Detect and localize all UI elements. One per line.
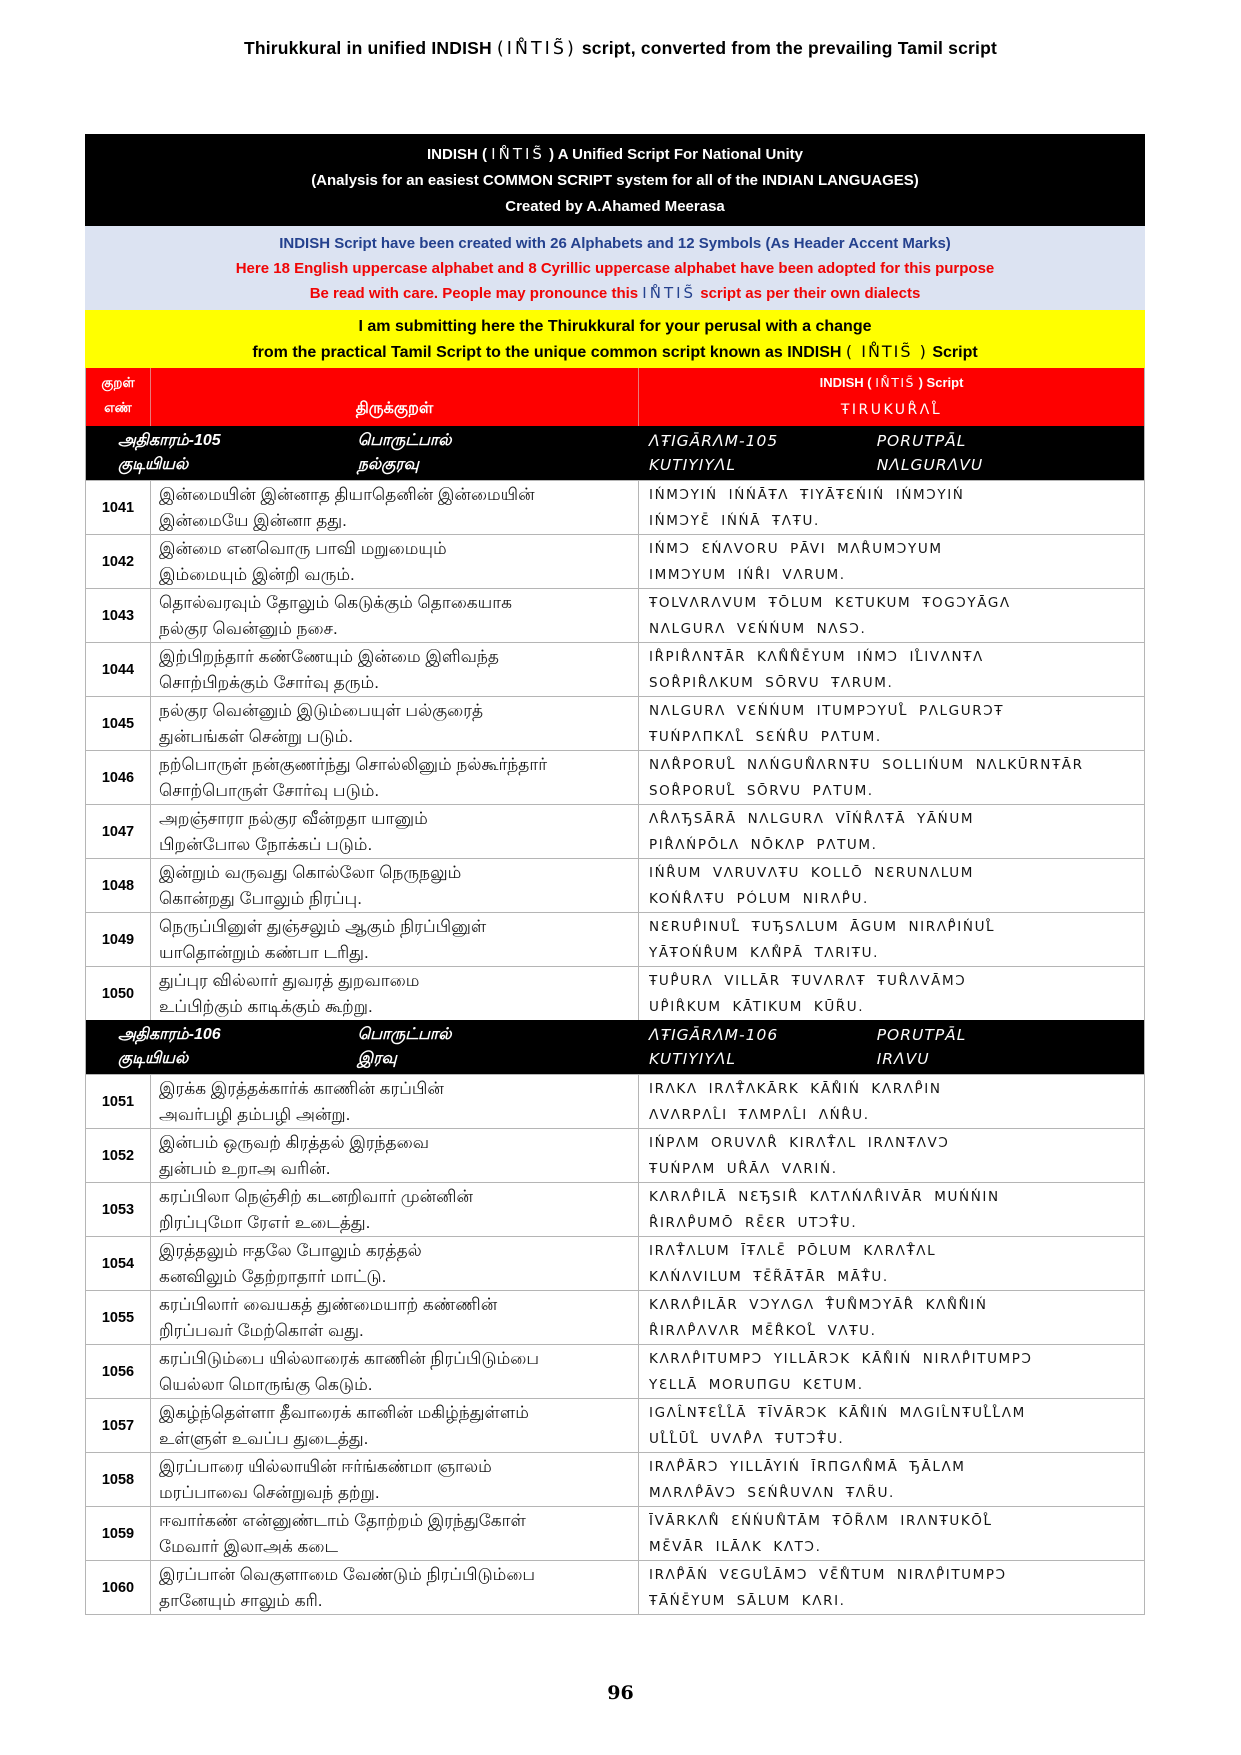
kural-tamil-cell [151,805,639,858]
kural-indish-line: ŦOLVΛRΛVUM ŦŌLUM KƐTUKUM ŦOGƆYĀGΛ [649,595,1011,611]
kural-tamil-cell [151,1399,639,1452]
kural-indish-line: NƐRUP̊INUL̊ ŦUЂSΛLUM ĀGUM NIRΛP̊IŃUL̊ [649,919,996,935]
kural-tamil-line: நல்குர வென்னும் இடும்பையுள் பல்குரைத் [159,701,484,720]
kural-tamil-cell [151,1453,639,1506]
kural-tamil-line: துப்புர வில்லார் துவரத் துறவாமை [159,971,420,990]
kural-indish-line: R̊IRΛP̊UMŌ RƐ̄ƐR UTƆŦ̊U. [649,1215,858,1231]
kural-tamil-line: இரப்பாரை யில்லாயின் ஈர்ங்கண்மா ஞாலம் [159,1457,492,1476]
kural-indish-line: ΛR̊ΛЂSĀRĀ NΛLGURΛ VĪŃR̊ΛŦĀ YĀŃUM [649,811,975,827]
kural-number: 1051 [86,1075,151,1128]
kural-indish-cell [639,643,1144,696]
kural-tamil-cell [151,589,639,642]
kural-indish-cell [639,535,1144,588]
kural-number: 1046 [86,751,151,804]
kural-indish-line: NΛLGURΛ VƐŃŃUM NΛSƆ. [649,621,867,637]
kural-indish-line: IŃMƆYIŃ IŃŃĀŦΛ ŦIYĀŦƐŃIŃ IŃMƆYIŃ [649,487,965,503]
section-chapter-tamil: அதிகாரம்-106 [118,1026,221,1043]
kural-row [86,642,1144,696]
kural-indish-line: ŦUŃPΛПKΛL̊ SƐŃR̊U PΛTUM. [649,729,882,745]
header-number-column [86,368,151,426]
banner-line-1-post: ) A Unified Script For National Unity [544,146,803,163]
kural-tamil-line: சொற்பொருள் சோர்வு படும். [159,781,380,800]
kural-number: 1050 [86,967,151,1020]
header-en-label: எண் [104,400,132,415]
kural-indish-line: MƐ̄VĀR ILĀΛK KΛTƆ. [649,1539,822,1555]
kural-tamil-line: மேவார் இலாஅக் கடை [159,1537,339,1556]
kural-tamil-cell [151,967,639,1020]
kural-indish-cell [639,589,1144,642]
kural-tamil-line: இற்பிறந்தார் கண்ணேயும் இன்மை இளிவந்த [159,647,499,666]
kural-indish-line: ŦUŃPΛM UR̊ĀΛ VΛRIŃ. [649,1161,838,1177]
kural-indish-line: SOR̊PIR̊ΛKUM SŌRVU ŦΛRUM. [649,675,894,691]
kural-row [86,534,1144,588]
kural-indish-line: UP̊IR̊KUM KĀTIKUM KŪR̃U. [649,999,865,1015]
kural-row [86,588,1144,642]
kural-number: 1048 [86,859,151,912]
section-topic-tamil: இரவு [357,1050,397,1067]
kural-tamil-line: கனவிலும் தேற்றாதார் மாட்டு. [159,1267,387,1286]
banner-line-2: (Analysis for an easiest COMMON SCRIPT system for all of the INDIAN LANGUAGES) [311,172,919,189]
kural-row [86,1452,1144,1506]
kural-tamil-line: கொன்றது போலும் நிரப்பு. [159,889,362,908]
kural-indish-line: NΛR̊PORUL̊ NΛŃGUN̊ΛRNŦU SOLLIŃUM NΛLKŪRNŦĀR [649,757,1084,773]
header-indish-column [639,368,1144,426]
kural-indish-line: IRΛKΛ IRΛŦ̊ΛKĀRK KĀN̊IŃ KΛRΛP̊IN [649,1081,942,1097]
intis-glyphs: ( IN̊TIS̃ ) [845,342,928,361]
kural-indish-cell [639,481,1144,534]
kural-tamil-line: மரப்பாவை சென்றுவந் தற்று. [159,1483,380,1502]
intis-glyphs: IN̊TIS̃ [642,284,697,302]
section-paal-tamil: பொருட்பால் [357,432,452,449]
kural-tamil-line: இன்றும் வருவது கொல்லோ நெருநலும் [159,863,462,882]
banner-line-3-author: Created by A.Ahamed Meerasa [505,198,725,215]
kural-tamil-cell [151,1129,639,1182]
kural-tamil-line: தானேயும் சாலும் கரி. [159,1591,323,1610]
kural-number: 1045 [86,697,151,750]
kural-number: 1047 [86,805,151,858]
section-header-row [86,426,1144,480]
content-block [85,134,1145,1615]
kural-tamil-line: றிரப்புமோ ரேஎர் உடைத்து. [159,1213,371,1232]
kural-tamil-cell [151,697,639,750]
kural-indish-line: IRΛP̊ĀŃ VƐGUL̊ĀMƆ VƐ̄N̊TUM NIRΛP̊ITUMPƆ [649,1567,1007,1583]
kural-indish-line: KΛRΛP̊ITUMPƆ YILLĀRƆK KĀN̊IŃ NIRΛP̊ITUMPƆ [649,1351,1033,1367]
kural-indish-line: IŃPΛM ORUVΛR̊ KIRΛŦ̊ΛL IRΛNŦΛVƆ [649,1135,950,1151]
kural-number: 1059 [86,1507,151,1560]
kural-indish-cell [639,805,1144,858]
kural-indish-line: NΛLGURΛ VƐŃŃUM ITUMPƆYUL̊ PΛLGURƆŦ [649,703,1005,719]
info-line-adoption: Here 18 English uppercase alphabet and 8 Cyrillic uppercase alphabet have been adopted for this purpose [235,260,995,277]
kural-indish-line: IŃR̊UM VΛRUVΛŦU KOLLŌ NƐRUNΛLUM [649,865,974,881]
kural-indish-line: ŦUP̊URΛ VILLĀR ŦUVΛRΛŦ ŦUR̊ΛVĀMƆ [649,973,967,989]
intis-glyphs: IN̊TIS̃ [875,375,915,390]
kural-row [86,480,1144,534]
kural-tamil-cell [151,751,639,804]
kural-indish-cell [639,1399,1144,1452]
section-header-indish [639,1023,1144,1071]
kural-row [86,1344,1144,1398]
kural-tamil-cell [151,535,639,588]
yellow-line-2-pre: from the practical Tamil Script to the unique common script known as INDISH [252,344,842,361]
header-indish-pre: INDISH ( [819,375,876,390]
kural-indish-line: UL̊L̊ŪL̊ UVΛP̊Λ ŦUTƆŦ̊U. [649,1431,845,1447]
kural-indish-cell [639,1291,1144,1344]
section-topic-indish: IRΛVU [876,1050,930,1068]
kural-tamil-line: இன்மை எனவொரு பாவி மறுமையும் [159,539,447,558]
kural-row [86,696,1144,750]
kural-row [86,1236,1144,1290]
section-header-tamil [86,1023,639,1071]
kural-indish-line: IR̊PIR̊ΛNŦĀR KΛN̊N̊Ɛ̄YUM IŃMƆ IL̊IVΛNŦΛ [649,649,984,665]
kural-indish-cell [639,913,1144,966]
kural-row [86,750,1144,804]
kural-tamil-cell [151,643,639,696]
notice-post: script as per their own dialects [700,285,921,302]
section-topic-tamil: நல்குரவு [357,456,419,473]
page-title-pre: Thirukkural in unified INDISH [243,38,492,58]
page-number: 96 [607,1682,634,1704]
section-iyal-tamil: குடியியல் [118,456,189,473]
kural-row [86,1560,1144,1614]
kural-row [86,1182,1144,1236]
kural-number: 1057 [86,1399,151,1452]
kural-indish-line: R̊IRΛP̊ΛVΛR MƐ̄R̊KOL̊ VΛŦU. [649,1323,877,1339]
header-thirukkural-indish: ŦIRUKUR̊ΛL̊ [840,402,943,418]
kural-indish-line: IŃMƆ ƐŃΛVORU PĀVI MΛR̊UMƆYUM [649,541,943,557]
header-thirukkural-label: திருக்குறள் [355,400,434,417]
kural-tamil-line: இரப்பான் வெகுளாமை வேண்டும் நிரப்பிடும்பை [159,1565,536,1584]
kural-tamil-line: அவர்பழி தம்பழி அன்று. [159,1105,351,1124]
kural-table-body [86,426,1144,1614]
kural-row [86,858,1144,912]
kural-tamil-line: யெல்லா மொருங்கு கெடும். [159,1375,373,1394]
kural-indish-cell [639,1183,1144,1236]
kural-row [86,912,1144,966]
kural-indish-cell [639,967,1144,1020]
kural-indish-line: KΛRΛP̊ILĀR VƆYΛGΛ Ŧ̊UN̊MƆYĀR̊ KΛN̊N̊IŃ [649,1297,988,1313]
section-iyal-indish: KUTIYIYΛL [649,1050,737,1068]
kural-tamil-cell [151,1183,639,1236]
kural-row [86,1074,1144,1128]
kural-number: 1058 [86,1453,151,1506]
kural-tamil-cell [151,1237,639,1290]
kural-indish-cell [639,1237,1144,1290]
kural-row [86,1290,1144,1344]
kural-number: 1043 [86,589,151,642]
kural-indish-line: SOR̊PORUL̊ SŌRVU PΛTUM. [649,783,874,799]
kural-tamil-cell [151,1345,639,1398]
kural-row [86,1398,1144,1452]
kural-indish-cell [639,1453,1144,1506]
kural-tamil-line: இன்பம் ஒருவற் கிரத்தல் இரந்தவை [159,1133,429,1152]
kural-tamil-line: இரக்க இரத்தக்கார்க் காணின் கரப்பின் [159,1079,444,1098]
kural-indish-line: IRΛP̊ĀRƆ YILLĀYIŃ ĪRПGΛN̊MĀ ЂĀLΛM [649,1459,966,1475]
kural-indish-line: ΛVΛRPΛL̂I ŦΛMPΛL̂I ΛŃR̊U. [649,1107,870,1123]
kural-tamil-cell [151,1561,639,1614]
notice-pre: Be read with care. People may pronounce this [309,285,639,302]
section-chapter-indish: ΛŦIGĀRΛM-106 [649,1026,779,1044]
kural-row [86,1128,1144,1182]
kural-number: 1060 [86,1561,151,1614]
kural-number: 1056 [86,1345,151,1398]
kural-indish-cell [639,859,1144,912]
kural-tamil-line: நற்பொருள் நன்குணர்ந்து சொல்லினும் நல்கூர்ந்தார் [159,755,548,774]
kural-tamil-line: இன்மையே இன்னா தது. [159,511,347,530]
section-iyal-indish: KUTIYIYΛL [649,456,737,474]
section-paal-indish: PORUTPĀL [876,1026,967,1044]
kural-tamil-line: இரத்தலும் ஈதலே போலும் கரத்தல் [159,1241,422,1260]
kural-tamil-cell [151,1291,639,1344]
kural-tamil-line: நல்குர வென்னும் நசை. [159,619,338,638]
kural-tamil-line: கரப்பிலார் வையகத் துண்மையாற் கண்ணின் [159,1295,498,1314]
kural-indish-line: ĪVĀRKΛN̊ ƐŃŃUN̊TĀM ŦŌR̃ΛM IRΛNŦUKŌL̊ [649,1513,993,1529]
section-chapter-indish: ΛŦIGĀRΛM-105 [649,432,779,450]
kural-indish-cell [639,751,1144,804]
page-title-post: script, converted from the prevailing Tamil script [581,38,998,58]
kural-tamil-line: துன்பங்கள் சென்று படும். [159,727,353,746]
kural-tamil-line: நெருப்பினுள் துஞ்சலும் ஆகும் நிரப்பினுள் [159,917,487,936]
kural-row [86,966,1144,1020]
kural-indish-line: IGΛL̂NŦƐL̊L̊Ā ŦĪVĀRƆK KĀN̊IŃ MΛGIL̂NŦUL̊L̊ΛM [649,1405,1026,1421]
kural-row [86,1506,1144,1560]
table-header-row [86,368,1144,426]
kural-indish-cell [639,1507,1144,1560]
kural-number: 1053 [86,1183,151,1236]
kural-indish-line: KOŃR̊ΛŦU PÓLUM NIRΛP̊U. [649,891,869,907]
info-line-notice [85,281,1145,306]
section-header-indish [639,429,1144,477]
kural-number: 1044 [86,643,151,696]
kural-number: 1042 [86,535,151,588]
kural-number: 1049 [86,913,151,966]
kural-tamil-line: கரப்பிலா நெஞ்சிற் கடனறிவார் முன்னின் [159,1187,473,1206]
section-paal-tamil: பொருட்பால் [357,1026,452,1043]
kural-indish-line: IŃMƆYƐ̄ IŃŃĀ ŦΛŦU. [649,513,820,529]
section-paal-indish: PORUTPĀL [876,432,967,450]
kural-indish-line: YƐLLĀ MORUПGU KƐTUM. [649,1377,864,1393]
kural-tamil-line: இம்மையும் இன்றி வரும். [159,565,355,584]
header-kural-label: குறள் [101,375,135,390]
section-header-tamil [86,429,639,477]
kural-tamil-line: துன்பம் உறாஅ வரின். [159,1159,331,1178]
kural-table [85,368,1145,1615]
banner-line-1-pre: INDISH ( [427,146,492,163]
kural-tamil-cell [151,481,639,534]
kural-tamil-line: பிறன்போல நோக்கப் படும். [159,835,373,854]
kural-row [86,804,1144,858]
kural-tamil-cell [151,913,639,966]
page-title [0,38,1241,59]
header-indish-post: ) Script [915,375,964,390]
kural-tamil-line: உப்பிற்கும் காடிக்கும் கூற்று. [159,997,373,1016]
intis-glyphs: (IN̊TIS̃) [496,39,577,59]
kural-indish-line: KΛŃΛVILUM ŦƐ̄R̃ĀŦĀR MĀŦ̊U. [649,1269,889,1285]
section-iyal-tamil: குடியியல் [118,1050,189,1067]
kural-number: 1041 [86,481,151,534]
kural-tamil-line: உள்ளுள் உவப்ப துடைத்து. [159,1429,369,1448]
kural-indish-cell [639,1561,1144,1614]
header-indish-label [820,375,964,390]
kural-tamil-line: கரப்பிடும்பை யில்லாரைக் காணின் நிரப்பிடும்பை [159,1349,540,1368]
yellow-line-2 [85,339,1145,365]
kural-number: 1055 [86,1291,151,1344]
kural-tamil-line: ஈவார்கண் என்னுண்டாம் தோற்றம் இரந்துகோள் [159,1511,526,1530]
section-chapter-tamil: அதிகாரம்-105 [118,432,221,449]
kural-indish-cell [639,1075,1144,1128]
section-topic-indish: NΛLGURΛVU [876,456,984,474]
section-header-row [86,1020,1144,1074]
kural-indish-line: ŦĀŃƐ̄YUM SĀLUM KΛRI. [649,1593,846,1609]
intis-glyphs: IN̊TIS̃ [491,145,545,163]
kural-indish-cell [639,1345,1144,1398]
banner-info-block [85,226,1145,310]
kural-tamil-cell [151,1507,639,1560]
kural-tamil-line: இன்மையின் இன்னாத தியாதெனின் இன்மையின் [159,485,535,504]
kural-tamil-line: சொற்பிறக்கும் சோர்வு தரும். [159,673,379,692]
header-tamil-column [151,368,639,426]
yellow-line-2-post: Script [932,344,978,361]
info-line-alphabets: INDISH Script have been created with 26 Alphabets and 12 Symbols (As Header Accent Marks) [279,235,951,252]
kural-indish-line: MΛRΛP̊ĀVƆ SƐŃR̊UVΛN ŦΛR̃U. [649,1485,895,1501]
kural-tamil-cell [151,859,639,912]
yellow-line-1: I am submitting here the Thirukkural for your perusal with a change [358,318,872,335]
kural-tamil-line: இகழ்ந்தெள்ளா தீவாரைக் கானின் மகிழ்ந்துள்ளம் [159,1403,529,1422]
banner-black-block [85,134,1145,226]
kural-tamil-line: யாதொன்றும் கண்பா டரிது. [159,943,369,962]
kural-number: 1052 [86,1129,151,1182]
kural-indish-line: IMMƆYUM IŃR̊I VΛRUM. [649,567,846,583]
kural-tamil-cell [151,1075,639,1128]
kural-indish-line: KΛRΛP̊ILĀ NƐЂSIR̊ KΛTΛŃΛR̊IVĀR MUŃŃIN [649,1189,1000,1205]
kural-indish-line: YĀŦOŃR̊UM KΛN̊PĀ TΛRIŦU. [649,945,879,961]
kural-tamil-line: அறஞ்சாரா நல்குர வீன்றதா யானும் [159,809,428,828]
kural-indish-cell [639,697,1144,750]
kural-tamil-line: தொல்வரவும் தோலும் கெடுக்கும் தொகையாக [159,593,513,612]
banner-line-1 [85,141,1145,168]
kural-indish-line: PIR̊ΛŃPŌLΛ NŌKΛP PΛTUM. [649,837,878,853]
kural-tamil-line: றிரப்பவர் மேற்கொள் வது. [159,1321,364,1340]
banner-yellow-block [85,310,1145,368]
kural-number: 1054 [86,1237,151,1290]
kural-indish-cell [639,1129,1144,1182]
kural-indish-line: IRΛŦ̊ΛLUM ĪŦΛLƐ̄ PŌLUM KΛRΛŦ̊ΛL [649,1243,937,1259]
